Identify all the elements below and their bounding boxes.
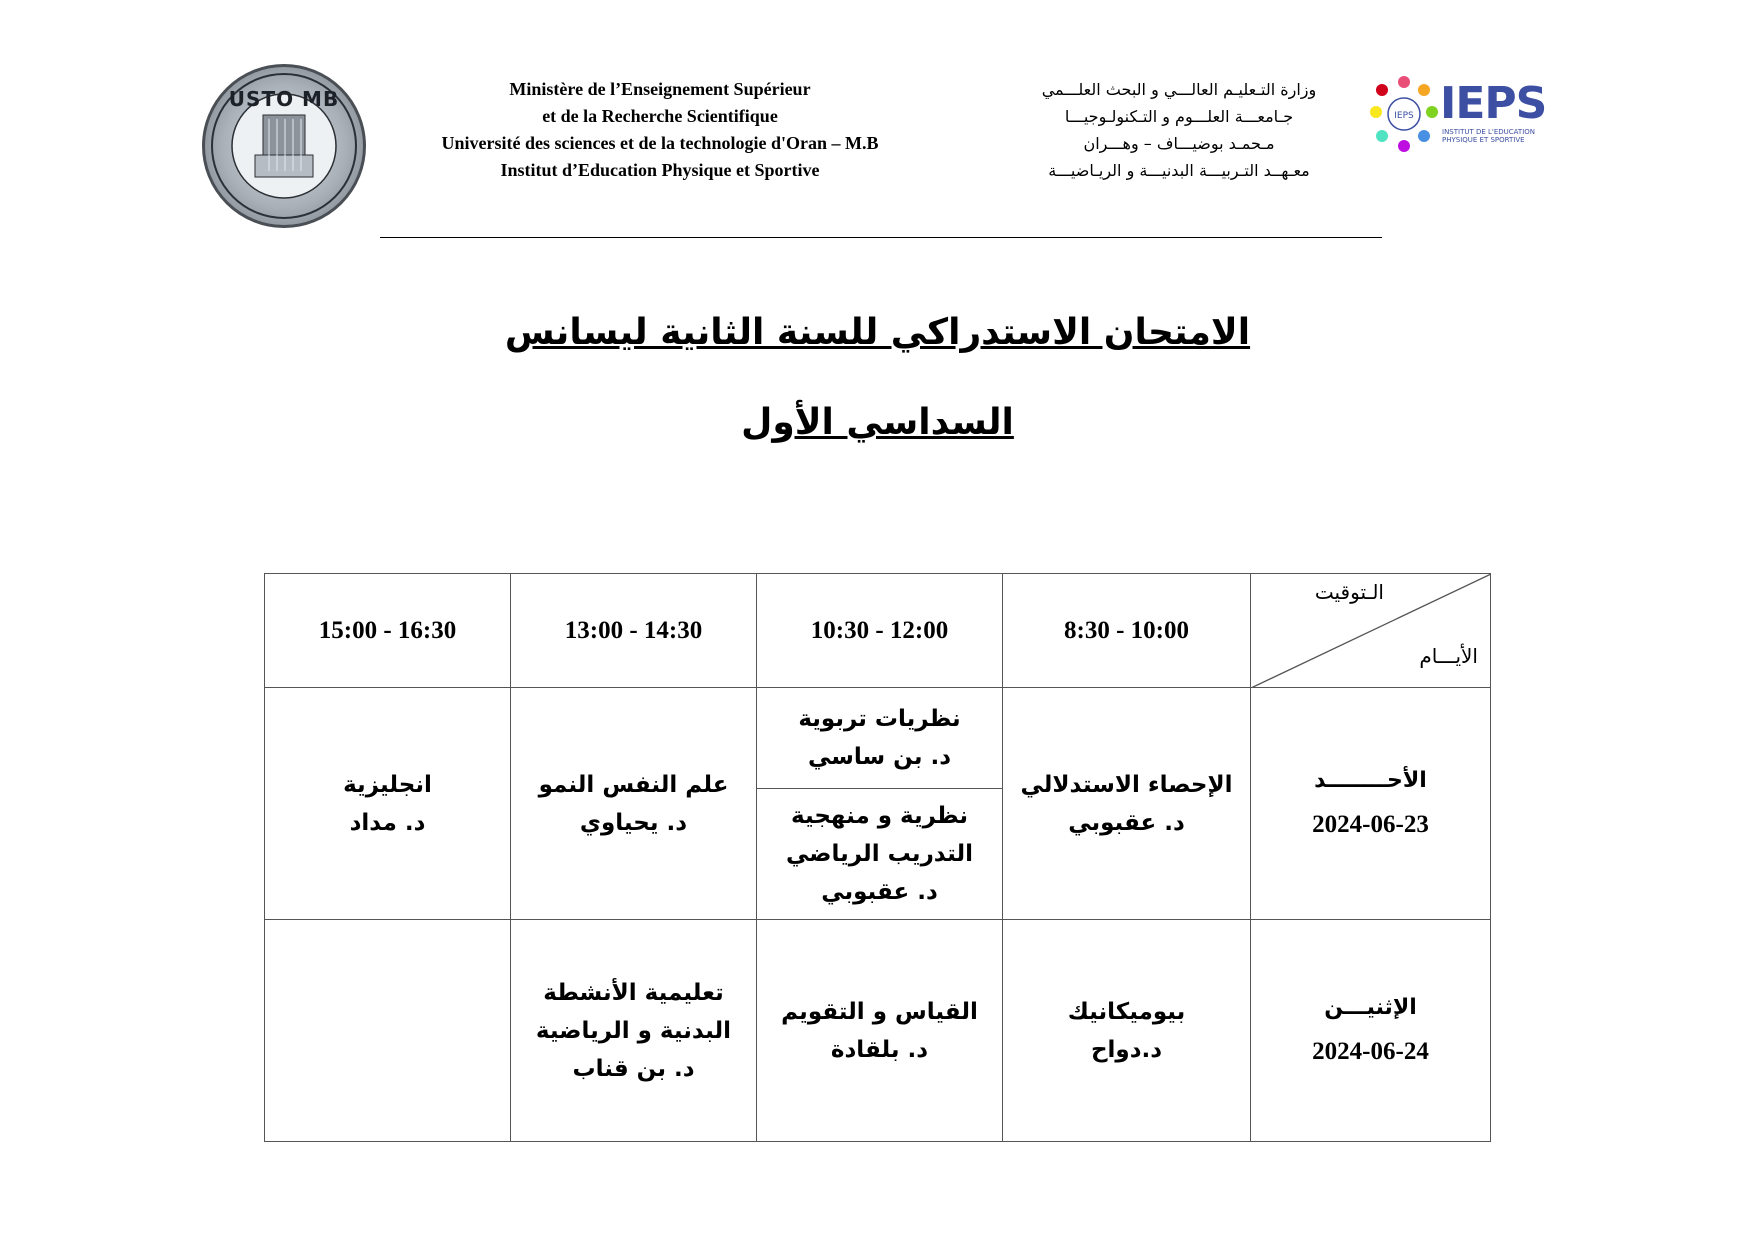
exam-subcell xyxy=(757,688,1002,789)
exam-cell xyxy=(1003,920,1251,1142)
exam-subcell xyxy=(757,789,1002,919)
exam-cell xyxy=(1003,688,1251,920)
exam-teacher: د. بن ساسي xyxy=(807,744,952,770)
exam-teacher: د. عقبوبي xyxy=(1068,809,1185,836)
exam-cell xyxy=(511,920,757,1142)
semester-title: السداسي الأول xyxy=(741,402,1014,443)
ieps-logo-subtitle: INSTITUT DE L'EDUCATION PHYSIQUE ET SPORTIVE xyxy=(1442,128,1536,144)
time-slot-header: 8:30 - 10:00 xyxy=(1003,574,1251,688)
arabic-header-line: وزارة التـعليـم العالـــي و البحث العلـــمي xyxy=(1041,80,1317,99)
exam-teacher: د. بلقادة xyxy=(830,1036,929,1063)
exam-subject: بيوميكانيك xyxy=(1067,998,1186,1025)
time-slot-header: 15:00 - 16:30 xyxy=(265,574,511,688)
exam-subject: تعليمية الأنشطة xyxy=(543,979,724,1006)
header-divider xyxy=(380,237,1382,238)
table-header-row xyxy=(265,574,1491,688)
table-row xyxy=(265,688,1491,920)
french-header-line: Ministère de l’Enseignement Supérieur xyxy=(509,79,811,99)
day-cell xyxy=(1251,920,1491,1142)
ieps-logo-text: IEPS xyxy=(1440,78,1547,129)
exam-subject: نظريات تربوية xyxy=(798,706,961,732)
exam-cell-empty xyxy=(265,920,511,1142)
day-cell xyxy=(1251,688,1491,920)
exam-cell xyxy=(757,920,1003,1142)
exam-subject: البدنية و الرياضية xyxy=(535,1017,732,1044)
day-date: 2024-06-24 xyxy=(1312,1038,1429,1065)
table-row xyxy=(265,920,1491,1142)
exam-subject: القياس و التقويم xyxy=(781,998,978,1025)
day-date: 2024-06-23 xyxy=(1312,811,1429,838)
exam-cell xyxy=(265,688,511,920)
exam-subject: الإحصاء الاستدلالي xyxy=(1020,771,1233,798)
exam-cell-split xyxy=(757,688,1003,920)
exam-schedule-table xyxy=(264,573,1491,1142)
corner-days-label: الأيـــام xyxy=(1419,644,1478,668)
arabic-header-line: معـهــد التـربيـــة البدنيـــة و الريـاضيـــة xyxy=(1048,161,1310,180)
svg-text:IEPS: IEPS xyxy=(1394,111,1414,121)
exam-subject: علم النفس النمو xyxy=(538,771,729,798)
corner-cell xyxy=(1251,574,1491,688)
exam-teacher: د.دواح xyxy=(1090,1036,1163,1063)
usto-logo xyxy=(202,64,366,228)
exam-teacher: د. مداد xyxy=(349,809,426,836)
usto-logo-text: USTO MB xyxy=(228,87,340,111)
arabic-header-line: جـامعـــة العلـــوم و التـكنولـوجيـــا xyxy=(1064,107,1294,126)
arabic-header-line: مـحمـد بوضيـــاف – وهـــران xyxy=(1083,134,1275,153)
time-slot-header: 10:30 - 12:00 xyxy=(757,574,1003,688)
exam-teacher: د. يحياوي xyxy=(579,809,688,836)
ieps-logo xyxy=(1368,74,1546,164)
arabic-header xyxy=(984,76,1374,184)
exam-teacher: د. عقبوبي xyxy=(821,879,938,905)
exam-subject: التدريب الرياضي xyxy=(785,841,974,867)
french-header-line: Université des sciences et de la technologie d'Oran – M.B xyxy=(441,133,879,153)
exam-title: الامتحان الاستدراكي للسنة الثانية ليسانس xyxy=(504,312,1251,353)
day-name: الإثنيـــن xyxy=(1324,995,1417,1020)
exam-teacher: د. بن قناب xyxy=(572,1055,695,1082)
french-header-line: Institut d’Education Physique et Sportive xyxy=(500,160,820,180)
corner-time-label: الـتوقيت xyxy=(1314,580,1384,604)
ieps-emblem-icon xyxy=(1368,74,1440,164)
exam-subject: انجليزية xyxy=(343,771,432,798)
time-slot-header: 13:00 - 14:30 xyxy=(511,574,757,688)
french-header-line: et de la Recherche Scientifique xyxy=(542,106,778,126)
exam-subject: نظرية و منهجية xyxy=(791,803,968,829)
day-name: الأحــــــــد xyxy=(1314,768,1427,793)
exam-cell xyxy=(511,688,757,920)
french-header xyxy=(400,76,920,184)
